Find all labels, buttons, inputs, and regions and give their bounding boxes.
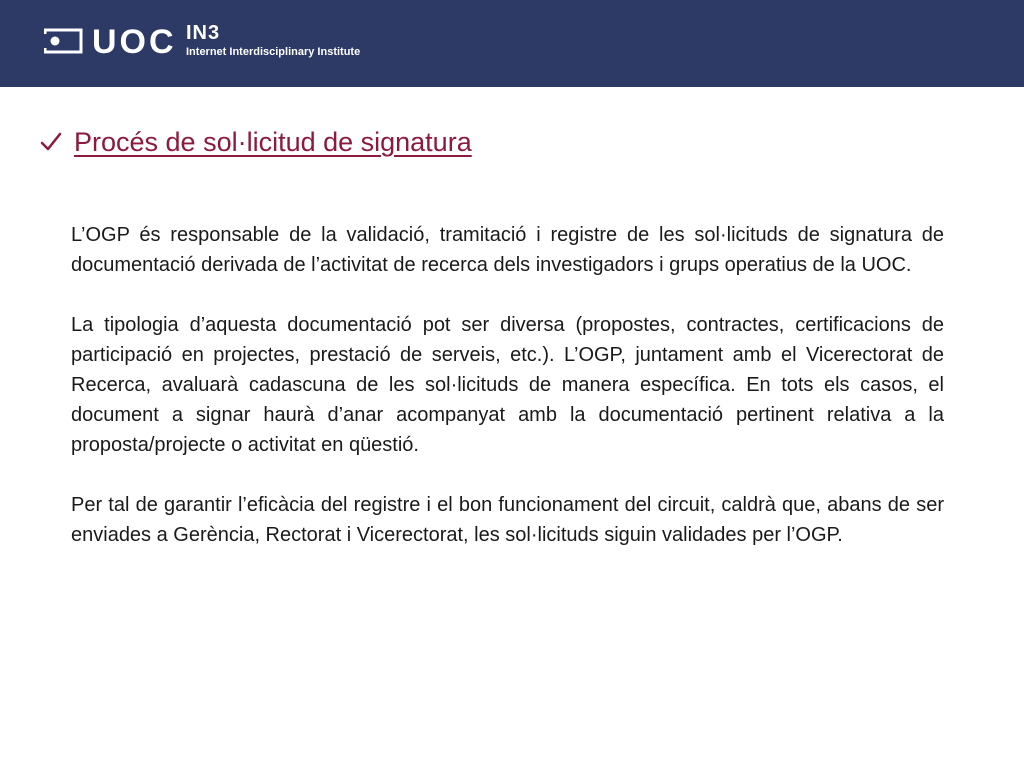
header-bar	[0, 0, 1024, 87]
uoc-logo-mark-icon	[44, 26, 88, 56]
title-row	[40, 124, 472, 160]
paragraph-2: La tipologia d’aquesta documentació pot ser diversa (propostes, contractes, certificacions de participació en projectes, prestació de serveis, etc.). L’OGP, juntament amb el Vicerectorat de Recerca, avaluarà cadascuna de les sol·licituds de manera específica. En tots els casos, el document a signar haurà d’anar acompanyat amb la documentació pertinent relativa a la proposta/projecte o activitat en qüestió.	[71, 314, 944, 456]
check-icon	[40, 131, 62, 153]
paragraph-1: L’OGP és responsable de la validació, tramitació i registre de les sol·licituds de signatura de documentació derivada de l’activitat de recerca dels investigadors i grups operatius de la UOC.	[71, 224, 944, 276]
page-title: Procés de sol·licitud de signatura	[74, 126, 472, 157]
paragraph-3: Per tal de garantir l’eficàcia del registre i el bon funcionament del circuit, caldrà que, abans de ser enviades a Gerència, Rectorat i Vicerectorat, les sol·licituds siguin validades per l’OGP.	[71, 494, 944, 546]
logo-subtitle: Internet Interdisciplinary Institute	[186, 46, 361, 58]
body-text	[71, 220, 944, 580]
logo-in3-text: IN3	[186, 22, 221, 44]
logo-uoc-text: UOC	[92, 23, 177, 61]
